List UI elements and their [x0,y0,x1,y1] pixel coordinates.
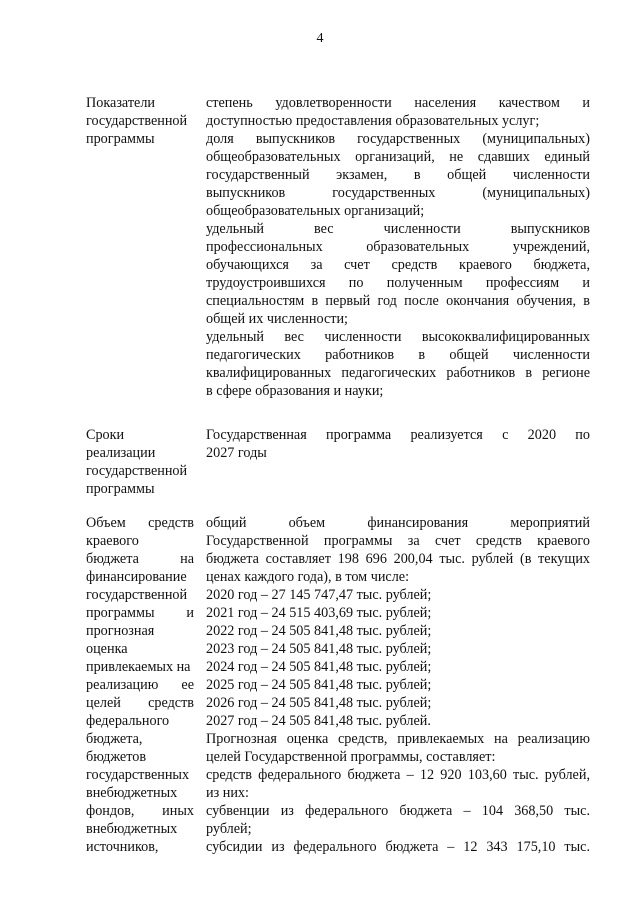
label-line: финансирование [86,569,187,585]
text-line: выпускников государственных (муниципальных) [206,185,590,201]
label-line: источников, [86,839,159,855]
label-line: Сроки [86,427,125,443]
label-line: Объем средств [86,515,194,531]
label-line: фондов, иных [86,803,194,819]
label-line: краевого [86,533,139,549]
text-line: удельный вес численности высококвалифицированных [206,329,590,345]
label-line: бюджета, [86,731,143,747]
label-line: прогнозная [86,623,155,639]
text-line: 2020 год – 27 145 747,47 тыс. рублей; [206,587,432,603]
text-line: бюджета составляет 198 696 200,04 тыс. рублей (в текущих [206,551,590,567]
text-line: удельный вес численности выпускников [206,221,590,237]
text-line: из них: [206,785,249,801]
label-line: внебюджетных [86,785,178,801]
funding-content [206,514,590,856]
text-line: средств федерального бюджета – 12 920 103,60 тыс. рублей, [206,767,590,783]
text-line: педагогических работников в общей численности [206,347,590,363]
text-line: 2026 год – 24 505 841,48 тыс. рублей; [206,695,432,711]
label-line: внебюджетных [86,821,178,837]
text-line: 2021 год – 24 515 403,69 тыс. рублей; [206,605,432,621]
label-line: бюджетов [86,749,147,765]
text-line: Прогнозная оценка средств, привлекаемых на реализацию [206,731,590,747]
text-line: 2025 год – 24 505 841,48 тыс. рублей; [206,677,432,693]
text-line: субсидии из федерального бюджета – 12 343 175,10 тыс. [206,839,590,855]
text-line: обучающихся за счет средств краевого бюджета, [206,257,590,273]
text-line: 2022 год – 24 505 841,48 тыс. рублей; [206,623,432,639]
period-content [206,426,590,462]
page-number: 4 [316,31,324,46]
label-line: реализацию ее [86,677,194,693]
label-line: оценка [86,641,128,657]
label-line: государственных [86,767,190,783]
text-line: профессиональных образовательных учреждений, [206,239,590,255]
text-line: в сфере образования и науки; [206,383,384,399]
funding-label [86,514,194,856]
text-line: степень удовлетворенности населения качеством и [206,95,590,111]
text-line: общий объем финансирования мероприятий [206,515,590,531]
label-line: программы [86,131,155,147]
text-line: 2024 год – 24 505 841,48 тыс. рублей; [206,659,432,675]
text-line: 2023 год – 24 505 841,48 тыс. рублей; [206,641,432,657]
label-line: государственной [86,463,188,479]
text-line: доля выпускников государственных (муниципальных) [206,131,590,147]
label-line: программы и [86,605,194,621]
label-line: привлекаемых на [86,659,191,675]
label-line: государственной [86,113,188,129]
label-line: программы [86,481,155,497]
text-line: Государственной программы за счет средств краевого [206,533,590,549]
period-label [86,426,194,498]
text-line: общеобразовательных организаций; [206,203,425,219]
text-line: трудоустроившихся по полученным профессиям и [206,275,590,291]
indicators-label [86,94,194,148]
text-line: 2027 годы [206,445,267,461]
text-line: 2027 год – 24 505 841,48 тыс. рублей. [206,713,431,729]
text-line: целей Государственной программы, составляет: [206,749,496,765]
text-line: общей их численности; [206,311,348,327]
text-line: специальностям в первый год после окончания обучения, в [206,293,590,309]
text-line: государственный экзамен, в общей численности [206,167,590,183]
text-line: ценах каждого года), в том числе: [206,569,410,585]
label-line: бюджета на [86,551,194,567]
label-line: целей средств [86,695,194,711]
text-line: рублей; [206,821,252,837]
text-line: субвенции из федерального бюджета – 104 368,50 тыс. [206,803,590,819]
text-line: Государственная программа реализуется с 2020 по [206,427,590,443]
label-line: федерального [86,713,170,729]
text-line: квалифицированных педагогических работников в регионе [206,365,590,381]
text-line: доступностью предоставления образовательных услуг; [206,113,540,129]
label-line: государственной [86,587,188,603]
label-line: Показатели [86,95,156,111]
label-line: реализации [86,445,156,461]
indicators-content [206,94,590,400]
text-line: общеобразовательных организаций, не сдавших единый [206,149,590,165]
